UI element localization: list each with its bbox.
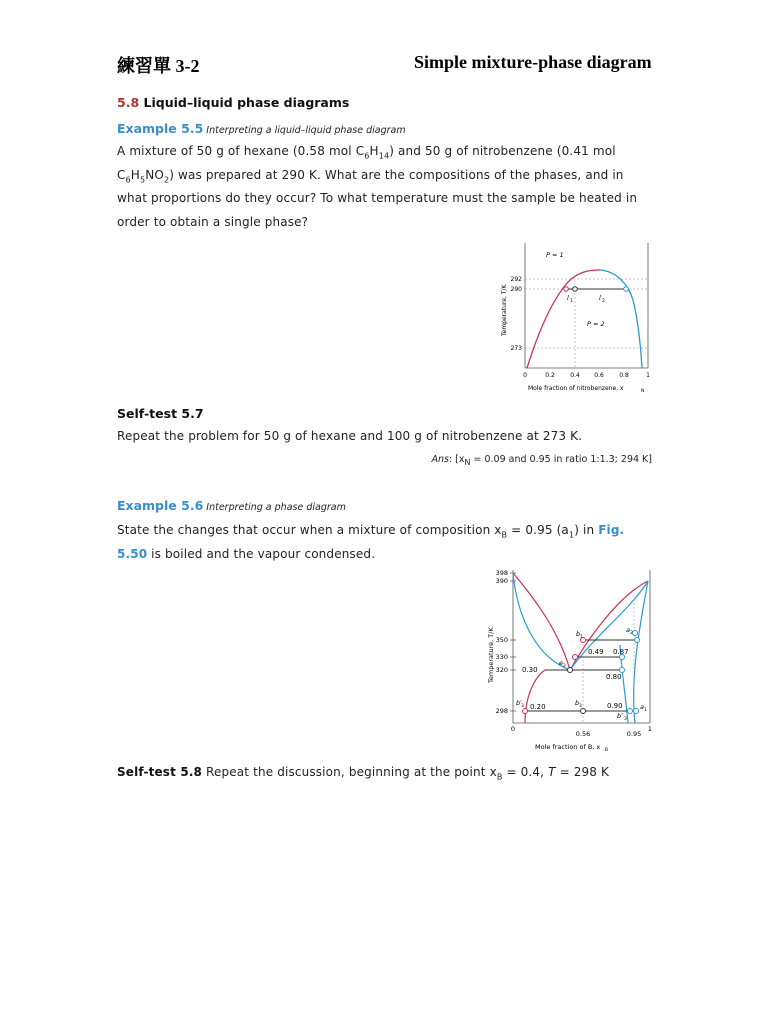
figure-link[interactable]: Fig. (598, 523, 625, 537)
example-label: Example 5.6 (117, 498, 204, 513)
example-subtitle: Interpreting a phase diagram (206, 502, 346, 513)
y-axis-label: Temperature, T/K (501, 284, 508, 336)
value-049: 0.49 (588, 648, 604, 656)
label-a2: a (626, 626, 630, 634)
text-line: $C_6H_5NO_2$) was prepared at 290 K. What are the compositions of the phases, and in (117, 167, 624, 184)
value-030: 0.30 (522, 666, 538, 674)
self-test-5-8: Self-test 5.8 Repeat the discussion, beginning at the point $x_B = 0.4$, T = 298 K (117, 765, 610, 782)
self-test-label: Self-test 5.8 (117, 765, 203, 779)
text-line: A mixture of 50 g of hexane (0.58 mol $C_6H_{14}$) and 50 g of nitrobenzene (0.41 mol (117, 144, 616, 161)
ytick: 320 (495, 666, 508, 674)
example-5-5-text (117, 140, 657, 234)
xtick: 0.6 (594, 372, 604, 379)
example-5-6-text (117, 519, 662, 566)
self-test-label: Self-test 5.7 (117, 406, 204, 421)
svg-text:1: 1 (644, 708, 647, 713)
label-p2: P = 2 (587, 320, 605, 328)
self-test-5-7-text: Repeat the problem for 50 g of hexane and 100 g of nitrobenzene at 273 K. (117, 429, 583, 443)
self-test-5-7-heading (117, 406, 204, 421)
svg-text:2: 2 (602, 299, 605, 304)
example-label: Example 5.5 (117, 121, 204, 136)
ytick: 330 (495, 653, 508, 661)
figure-link[interactable]: 5.50 (117, 546, 148, 561)
text-line: order to obtain a single phase? (117, 214, 309, 229)
ytick: 398 (495, 569, 508, 577)
ytick: 390 (495, 577, 508, 585)
svg-text:3: 3 (579, 704, 582, 709)
answer-line: Ans: [$x_N = 0.09$ and 0.95 in ratio 1:1.3; 294 K] (431, 454, 652, 467)
y-axis-label: Temperature, T/K (487, 627, 495, 683)
text-line: State the changes that occur when a mixture of composition $x_B = 0.95$ $(a_1)$ in Fig. (117, 523, 625, 540)
ytick: 273 (510, 345, 522, 352)
label-b3: b (575, 699, 580, 707)
worksheet-title: 練習單 3-2 (117, 56, 200, 76)
xtick: 1 (646, 372, 650, 379)
label-l1: l (567, 294, 569, 302)
xtick: 0.8 (619, 372, 629, 379)
label-b3-prime: b′ (516, 699, 522, 707)
xtick: 0.95 (626, 730, 642, 738)
value-020: 0.20 (530, 703, 546, 711)
text-line: 5.50 is boiled and the vapour condensed. (117, 546, 376, 561)
section-title: Liquid–liquid phase diagrams (143, 95, 350, 110)
example-5-6-heading (117, 498, 346, 513)
xtick: 0.2 (545, 372, 555, 379)
svg-text:N: N (641, 389, 645, 394)
svg-text:2: 2 (630, 631, 633, 636)
text-line: what proportions do they occur? To what temperature must the sample be heated in (117, 191, 638, 205)
example-subtitle: Interpreting a liquid–liquid phase diagram (206, 125, 406, 136)
label-e2: e (559, 659, 563, 667)
svg-text:2: 2 (563, 664, 566, 669)
ytick: 292 (510, 276, 522, 283)
page-title: Simple mixture-phase diagram (414, 52, 652, 72)
ytick: 298 (495, 707, 508, 715)
example-5-5-heading (117, 121, 406, 136)
label-a1: a (640, 703, 644, 711)
value-087: 0.87 (613, 648, 629, 656)
xtick: 1 (647, 725, 653, 733)
svg-text:1: 1 (570, 299, 573, 304)
section-heading (117, 95, 349, 110)
label-p1: P = 1 (546, 251, 564, 259)
value-090: 0.90 (607, 702, 623, 710)
xtick: 0.56 (575, 730, 591, 738)
xtick: 0.4 (570, 372, 580, 379)
ytick: 290 (510, 286, 522, 293)
svg-text:B: B (605, 748, 609, 753)
x-axis-label: Mole fraction of B, x (535, 743, 601, 751)
figure-phase-diagram-5-50 (480, 565, 660, 755)
svg-text:3: 3 (521, 704, 524, 709)
ytick: 350 (495, 636, 508, 644)
label-b3-dprime: b″ (617, 712, 624, 720)
section-number: 5.8 (117, 95, 140, 110)
value-080: 0.80 (606, 673, 622, 681)
xtick: 0 (523, 372, 527, 379)
label-l2: l (599, 294, 601, 302)
figure-liquid-liquid-diagram (490, 238, 655, 398)
svg-text:1: 1 (580, 635, 583, 640)
x-axis-label: Mole fraction of nitrobenzene, x (528, 385, 624, 392)
svg-text:3: 3 (624, 717, 627, 722)
label-b1: b (576, 630, 581, 638)
xtick: 0 (510, 725, 516, 733)
